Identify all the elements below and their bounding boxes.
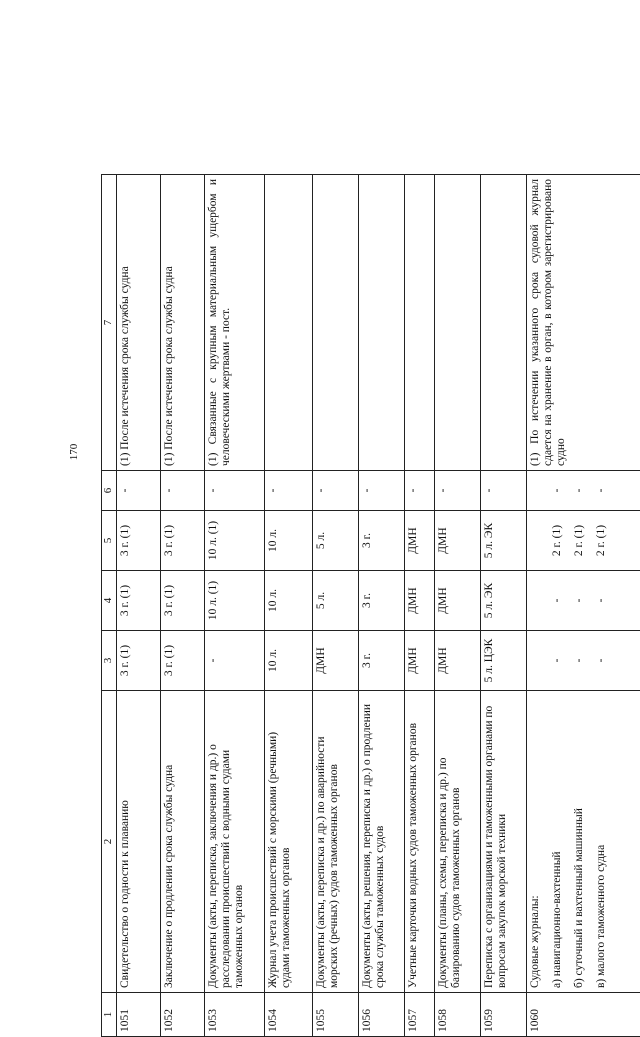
row-number: 1054 — [265, 993, 313, 1037]
retention-table — [101, 174, 640, 1037]
table-row — [313, 175, 359, 1037]
header-cell: 2 — [102, 691, 117, 993]
sub-value: 2 г. (1) — [573, 515, 586, 566]
row-col5: 3 г. (1) — [161, 511, 205, 571]
row-col6: - — [405, 471, 435, 511]
row-description: Заключение о продлении срока службы судна — [161, 691, 205, 993]
table-row — [161, 175, 205, 1037]
row-col6: - — [481, 471, 527, 511]
row-note: (1) По истечении указанного срока судовой журнал сдается на хранение в орган, в котором зарегистрировано судно — [527, 175, 640, 471]
row-description: Документы (акты, решения, переписка и др.) о продлении срока службы таможенных судов — [359, 691, 405, 993]
header-cell: 4 — [102, 571, 117, 631]
sub-value: 2 г. (1) — [551, 515, 564, 566]
row-col6: - — [359, 471, 405, 511]
row-note — [313, 175, 359, 471]
row-col4: ДМН — [435, 571, 481, 631]
ship-log-item: б) суточный и вахтенный машинный — [573, 695, 586, 988]
row-description: Переписка с организациями и таможенными органами по вопросам закупок морской техники — [481, 691, 527, 993]
sub-value: - — [573, 475, 586, 506]
row-number: 1056 — [359, 993, 405, 1037]
row-note: (1) После истечения срока службы судна — [161, 175, 205, 471]
row-col6: - — [435, 471, 481, 511]
row-col4: 3 г. — [359, 571, 405, 631]
row-col6 — [527, 471, 640, 511]
table-row — [117, 175, 161, 1037]
sub-value: - — [595, 475, 608, 506]
row-number: 1051 — [117, 993, 161, 1037]
row-note — [481, 175, 527, 471]
row-col3: - — [205, 631, 265, 691]
row-col5: ДМН — [435, 511, 481, 571]
sub-value: - — [551, 575, 564, 626]
row-note — [405, 175, 435, 471]
row-col5 — [527, 511, 640, 571]
row-col3: 3 г. (1) — [161, 631, 205, 691]
row-number: 1053 — [205, 993, 265, 1037]
row-col3: ДМН — [313, 631, 359, 691]
row-col4: 10 л. — [265, 571, 313, 631]
table-row — [205, 175, 265, 1037]
document-table-rotated — [101, 175, 640, 1037]
row-description: Журнал учета происшествий с морскими (речными) судами таможенных органов — [265, 691, 313, 993]
row-col5: 10 л. — [265, 511, 313, 571]
ship-logs-title: Судовые журналы: — [529, 695, 542, 988]
row-col6: - — [265, 471, 313, 511]
ship-log-item: в) малого таможенного судна — [595, 695, 608, 988]
row-description: Документы (акты, переписка и др.) по аварийности морских (речных) судов таможенных органов — [313, 691, 359, 993]
row-col3: 3 г. — [359, 631, 405, 691]
row-col3: 10 л. — [265, 631, 313, 691]
row-note — [435, 175, 481, 471]
row-description: Документы (планы, схемы, переписка и др.) по базированию судов таможенных органов — [435, 691, 481, 993]
row-description: Свидетельство о годности к плаванию — [117, 691, 161, 993]
row-number: 1055 — [313, 993, 359, 1037]
row-col4: 5 л. ЭК — [481, 571, 527, 631]
row-col4: 3 г. (1) — [117, 571, 161, 631]
row-col6: - — [117, 471, 161, 511]
header-cell: 5 — [102, 511, 117, 571]
row-col6: - — [161, 471, 205, 511]
row-col3: ДМН — [405, 631, 435, 691]
header-cell: 1 — [102, 993, 117, 1037]
row-col3: ДМН — [435, 631, 481, 691]
row-col4: 3 г. (1) — [161, 571, 205, 631]
sub-value: - — [573, 635, 586, 686]
sub-value: - — [595, 635, 608, 686]
row-col3: 5 л. ЦЭК — [481, 631, 527, 691]
table-row — [265, 175, 313, 1037]
header-cell: 7 — [102, 175, 117, 471]
header-row — [102, 175, 117, 1037]
sub-value: - — [573, 575, 586, 626]
row-number: 1060 — [527, 993, 640, 1037]
sub-value: - — [551, 635, 564, 686]
row-number: 1059 — [481, 993, 527, 1037]
row-col4 — [527, 571, 640, 631]
row-number: 1058 — [435, 993, 481, 1037]
row-col5: 3 г. (1) — [117, 511, 161, 571]
row-number: 1057 — [405, 993, 435, 1037]
row-col4: 10 л. (1) — [205, 571, 265, 631]
row-col6: - — [313, 471, 359, 511]
table-row — [481, 175, 527, 1037]
table-row-ship-logs — [527, 175, 640, 1037]
row-col4: ДМН — [405, 571, 435, 631]
row-col5: 5 л. — [313, 511, 359, 571]
row-number: 1052 — [161, 993, 205, 1037]
row-col5: 3 г. — [359, 511, 405, 571]
sub-value: - — [595, 575, 608, 626]
row-note: (1) Связанные с крупным материальным ущербом и человеческими жертвами - пост. — [205, 175, 265, 471]
table-row — [405, 175, 435, 1037]
row-col3: 3 г. (1) — [117, 631, 161, 691]
table-row — [435, 175, 481, 1037]
row-col5: 5 л. ЭК — [481, 511, 527, 571]
row-col6: - — [205, 471, 265, 511]
row-col5: 10 л. (1) — [205, 511, 265, 571]
row-description: Документы (акты, переписка, заключения и др.) о расследовании происшествий с водными судами таможенных органов — [205, 691, 265, 993]
row-note — [265, 175, 313, 471]
row-note — [359, 175, 405, 471]
row-col4: 5 л. — [313, 571, 359, 631]
page-number: 170 — [66, 442, 82, 462]
row-note: (1) После истечения срока службы судна — [117, 175, 161, 471]
sub-value: - — [551, 475, 564, 506]
row-col5: ДМН — [405, 511, 435, 571]
header-cell: 6 — [102, 471, 117, 511]
row-description: Учетные карточки водных судов таможенных органов — [405, 691, 435, 993]
row-description — [527, 691, 640, 993]
header-cell: 3 — [102, 631, 117, 691]
row-col3 — [527, 631, 640, 691]
table-row — [359, 175, 405, 1037]
ship-log-item: а) навигационно-вахтенный — [551, 695, 564, 988]
sub-value: 2 г. (1) — [595, 515, 608, 566]
